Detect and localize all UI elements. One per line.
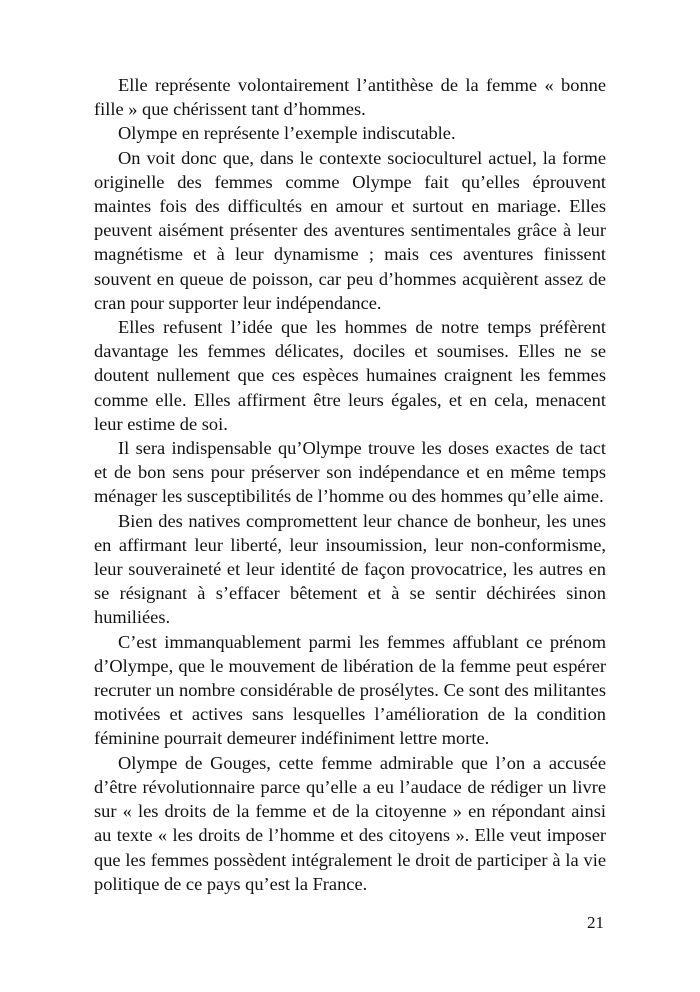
paragraph-6: Bien des natives compromettent leur chance de bonheur, les unes en affirmant leur liberté, leur insoumission, leur non-conformisme, leur souveraineté et leur identité de façon provocatrice, les autres en se résignant à s’effacer bêtement et à se sentir déchirées sinon humiliées. xyxy=(94,510,606,628)
paragraph-5: Il sera indispensable qu’Olympe trouve les doses exactes de tact et de bon sens pour préserver son indépendance et en même temps ménager les susceptibilités de l’homme ou des hommes qu’elle aime. xyxy=(94,438,606,507)
paragraph-4: Elles refusent l’idée que les hommes de notre temps préfèrent davantage les femmes délicates, dociles et soumises. Elles ne se doutent nullement que ces espèces humaines craignent les femmes comme elle. Elles affirment être leurs égales, et en cela, menacent leur estime de soi. xyxy=(94,317,606,434)
paragraph-1: Elle représente volontairement l’antithèse de la femme « bonne fille » que chérissent tant d’hommes. xyxy=(94,75,606,120)
paragraph-3: On voit donc que, dans le contexte socioculturel actuel, la forme originelle des femmes comme Olympe fait qu’elles éprouvent maintes fois des difficultés en amour et surtout en mariage. Elles peuvent aisément présenter des aventures sentimentales grâce à leur magnétisme et à leur dynamisme ; mais ces aventures finissent souvent en queue de poisson, car peu d’hommes acquièrent assez de cran pour supporter leur indépendance. xyxy=(94,147,606,313)
paragraph-7: C’est immanquablement parmi les femmes affublant ce prénom d’Olympe, que le mouvement de libération de la femme peut espérer recruter un nombre considérable de prosélytes. Ce sont des militantes motivées et actives sans lesquelles l’amélioration de la condition féminine pourrait demeurer indéfiniment lettre morte. xyxy=(94,631,606,749)
paragraph-2: Olympe en représente l’exemple indiscutable. xyxy=(118,123,456,144)
paragraph-8: Olympe de Gouges, cette femme admirable que l’on a accusée d’être révolutionnaire parce qu’elle a eu l’audace de rédiger un livre sur « les droits de la femme et de la citoyenne » en répondant ainsi au texte « les droits de l’homme et des citoyens ». Elle veut imposer que les femmes possèdent intégralement le droit de participer à la vie politique de ce pays qu’est la France. xyxy=(94,752,606,894)
page-number: 21 xyxy=(587,913,604,932)
page-body xyxy=(94,73,606,896)
